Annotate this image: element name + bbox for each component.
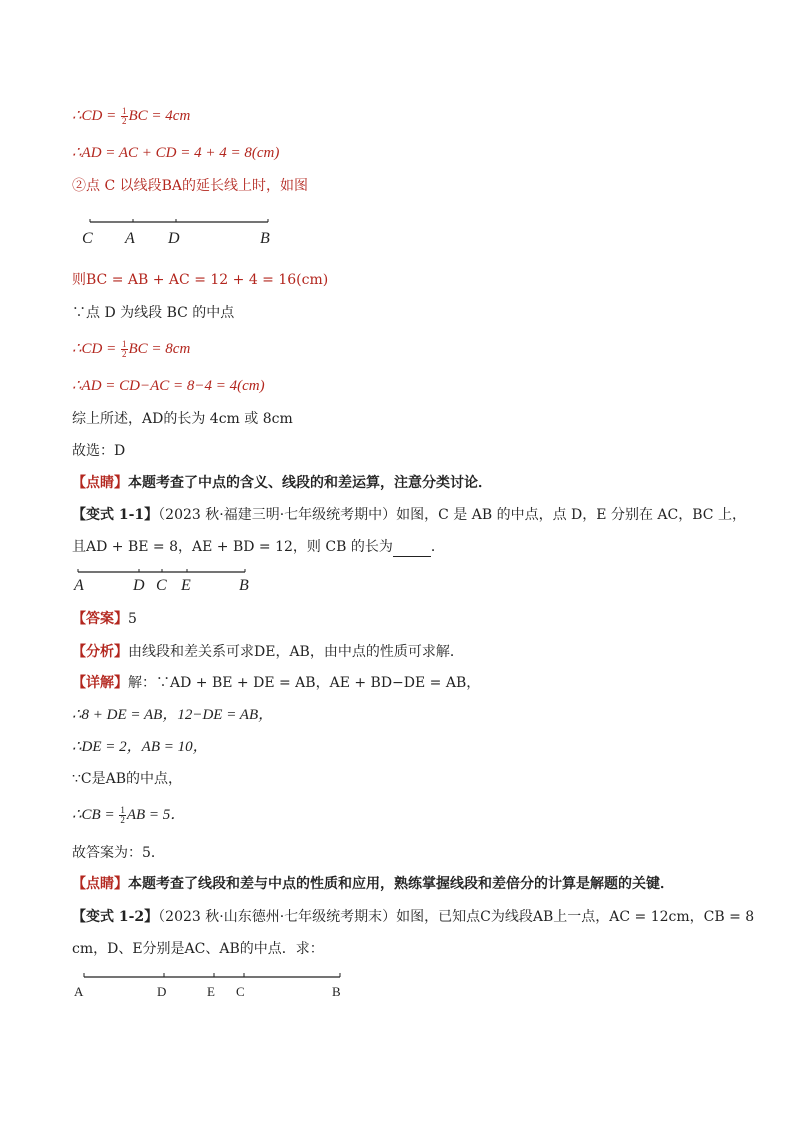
segment-figure-1 (78, 212, 288, 252)
comment-2: 【点睛】本题考查了线段和差与中点的性质和应用，熟练掌握线段和差倍分的计算是解题的关键． (72, 876, 674, 892)
solution-step-4: ∵C是AB的中点， (72, 771, 183, 787)
choice-line: 故选：D (72, 443, 126, 459)
equation-ad-diff: ∴AD = CD−AC = 8−4 = 4(cm) (72, 378, 265, 394)
point-label-d: D (168, 230, 180, 247)
comment-1: 【点睛】本题考查了中点的含义、线段的和差运算，注意分类讨论． (72, 475, 492, 491)
fraction: $\frac{1}{2}$ (122, 106, 127, 127)
midpoint-statement: ∵点 D 为线段 BC 的中点 (72, 305, 235, 321)
equation-cd-half-bc: ∴CD = $\frac{1}{2}$ BC = 4cm (72, 106, 191, 127)
answer-blank (393, 542, 431, 557)
segment-figure-3 (72, 968, 352, 1002)
fraction: $\frac{1}{2}$ (122, 339, 127, 360)
point-label-d: D (157, 984, 167, 999)
variant-1-2-condition: cm，D、E分别是AC、AB的中点．求： (72, 941, 324, 957)
point-label-b: B (239, 577, 249, 594)
solution-step-5: ∴CB = $\frac{1}{2}$ AB = 5． (72, 805, 186, 826)
solution-step-2: ∴8 + DE = AB，12−DE = AB， (72, 707, 274, 723)
analysis-line: 【分析】由线段和差关系可求DE，AB，由中点的性质可求解． (72, 644, 464, 660)
equation-ad-sum: ∴AD = AC + CD = 4 + 4 = 8(cm) (72, 145, 280, 161)
solution-step-3: ∴DE = 2，AB = 10， (72, 739, 208, 755)
solution-line: 【详解】解：∵AD + BE + DE = AB，AE + BD−DE = AB， (72, 675, 481, 691)
variant-1-1-condition: 且AD + BE = 8，AE + BD = 12，则 CB 的长为 ． (72, 539, 445, 555)
point-label-c: C (156, 577, 167, 594)
segment-figure-2 (70, 564, 260, 596)
variant-1-2-title: 【变式 1-2】（2023 秋·山东德州·七年级统考期末）如图，已知点C为线段AB上一点，AC = 12cm，CB = 8 (72, 909, 755, 925)
equation-cd-eight: ∴CD = $\frac{1}{2}$ BC = 8cm (72, 339, 191, 360)
variant-1-1-title: 【变式 1-1】（2023 秋·福建三明·七年级统考期中）如图，C 是 AB 的中点，点 D，E 分别在 AC，BC 上， (72, 507, 746, 523)
point-label-d: D (133, 577, 145, 594)
final-answer: 故答案为：5． (72, 845, 165, 861)
point-label-a: A (125, 230, 135, 247)
point-label-c: C (236, 984, 245, 999)
equation-bc-sum: 则BC = AB + AC = 12 + 4 = 16(cm) (72, 272, 329, 288)
fraction: $\frac{1}{2}$ (120, 805, 125, 826)
case-two-heading: ②点 C 以线段BA的延长线上时，如图 (72, 178, 309, 194)
point-label-a: A (74, 577, 84, 594)
answer-line: 【答案】5 (72, 611, 137, 627)
summary-line: 综上所述，AD的长为 4cm 或 8cm (72, 411, 293, 427)
point-label-c: C (82, 230, 93, 247)
point-label-e: E (207, 984, 215, 999)
point-label-a: A (74, 984, 84, 999)
point-label-b: B (260, 230, 270, 247)
point-label-e: E (181, 577, 191, 594)
point-label-b: B (332, 984, 341, 999)
